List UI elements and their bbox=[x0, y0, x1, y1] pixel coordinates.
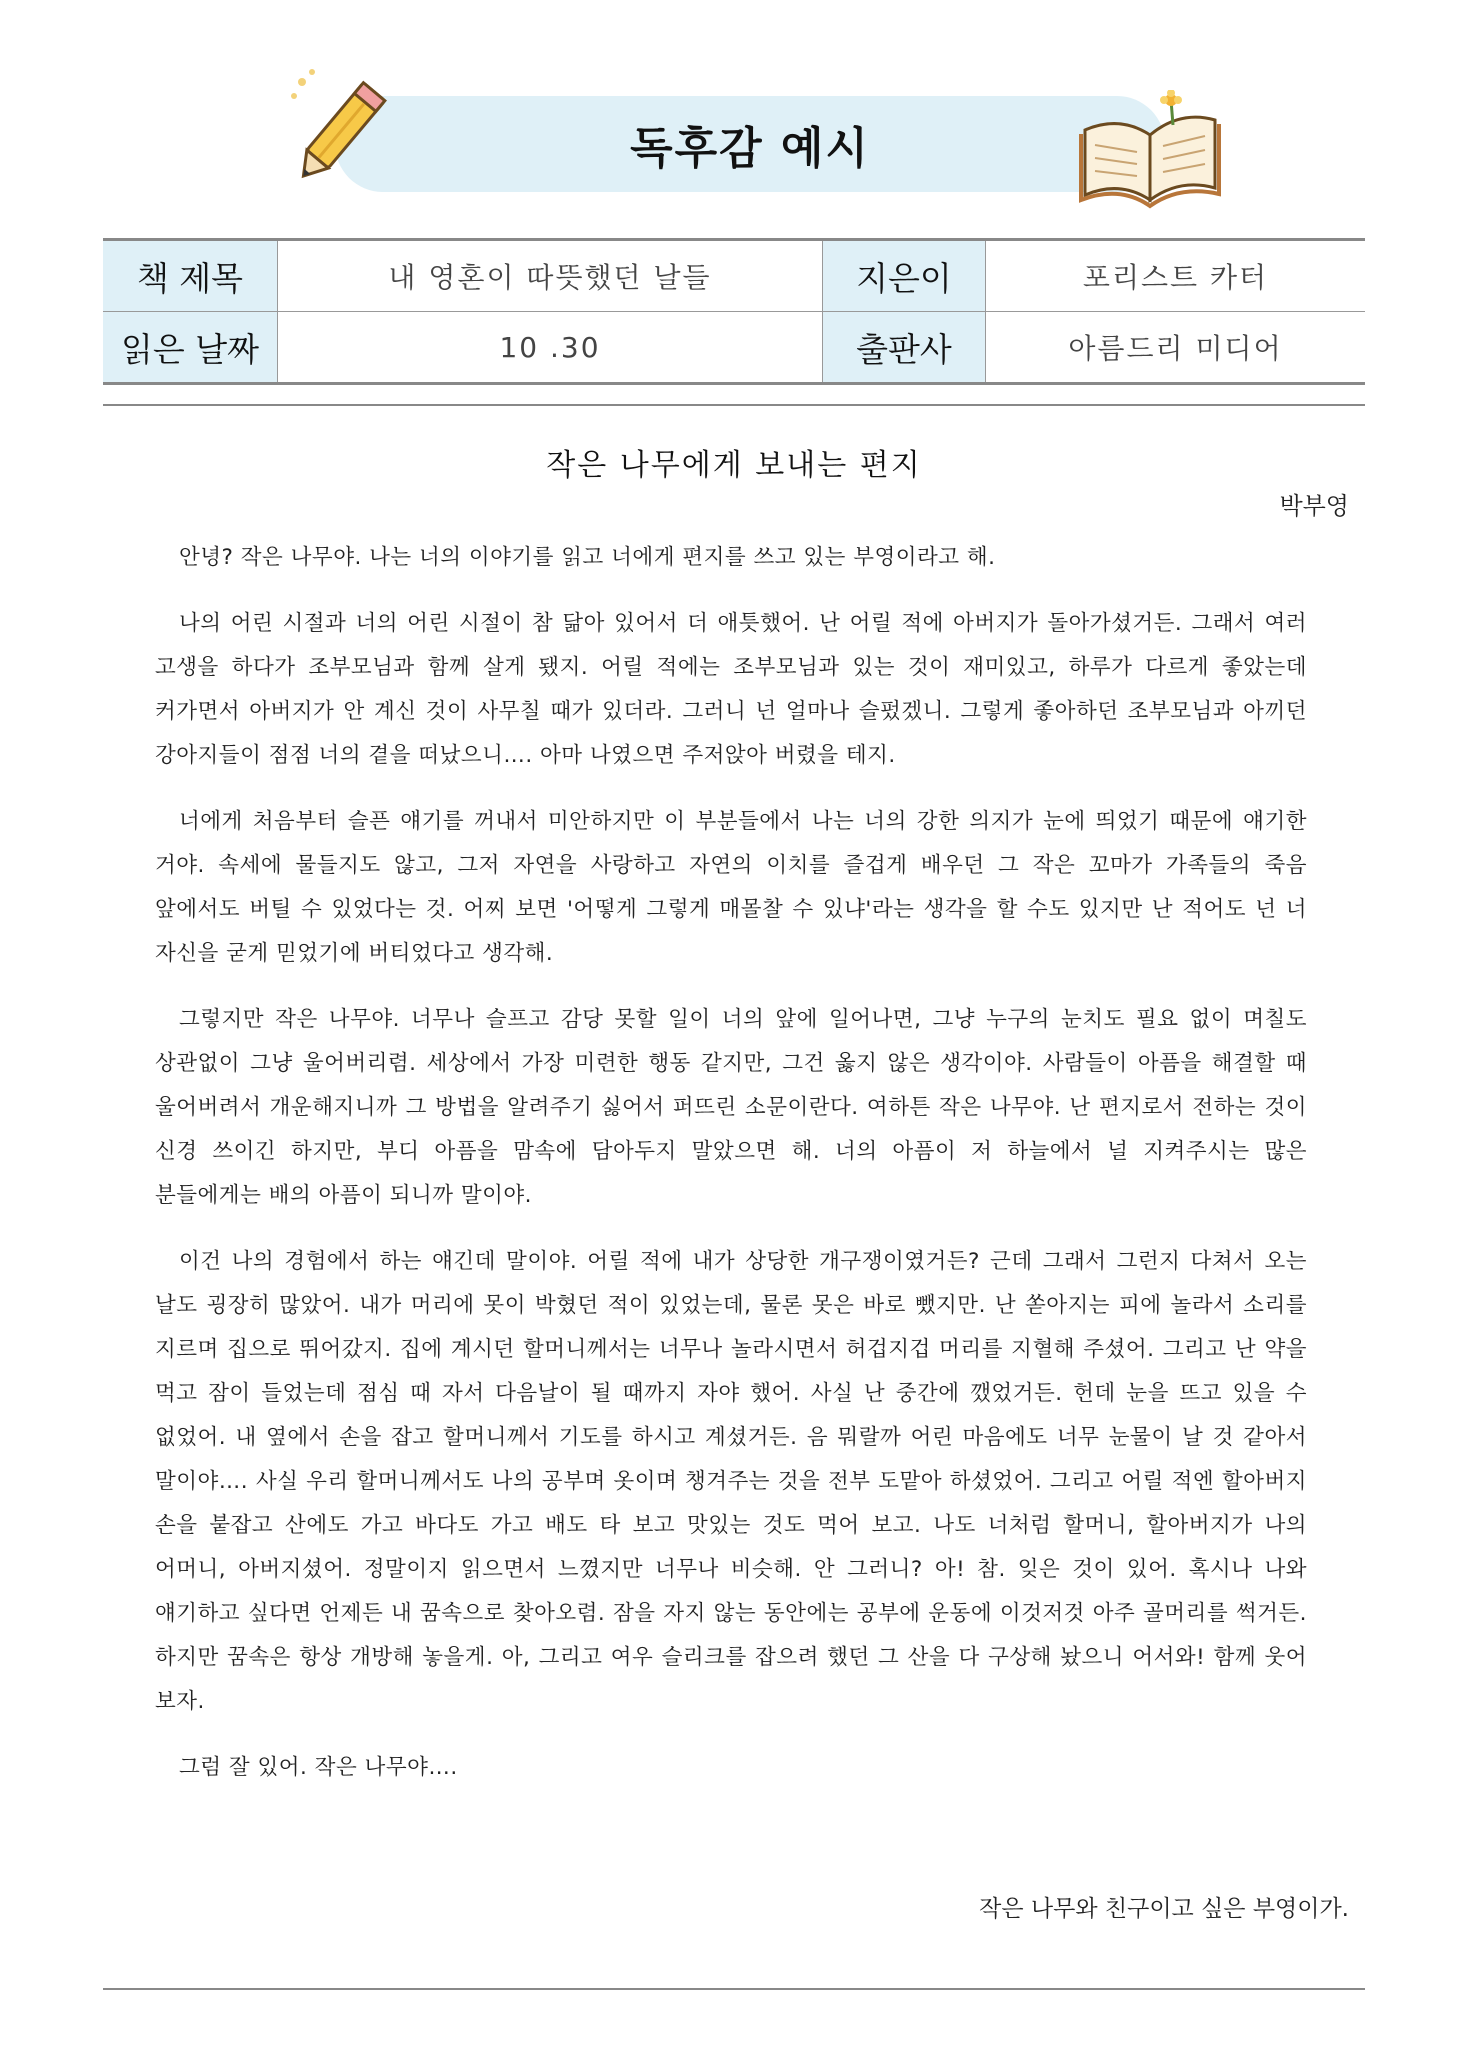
letter-body bbox=[155, 536, 1307, 1812]
page-title: 독후감 예시 bbox=[630, 123, 870, 174]
divider-bottom bbox=[103, 1988, 1365, 1990]
publisher-label: 출판사 bbox=[823, 312, 986, 384]
letter-writer: 박부영 bbox=[1279, 492, 1349, 520]
paragraph: 안녕? 작은 나무야. 나는 너의 이야기를 읽고 너에게 편지를 쓰고 있는 부영이라고 해. bbox=[179, 545, 996, 570]
publisher-value: 아름드리 미디어 bbox=[1068, 332, 1283, 365]
open-book-icon bbox=[1075, 90, 1225, 210]
paragraph: 나의 어린 시절과 너의 어린 시절이 참 닮아 있어서 더 애틋했어. 난 어릴 적에 아버지가 돌아가셨거든. 그래서 여러 고생을 하다가 조부모님과 함께 살게 됐지. 어릴 적에는 조부모님과 있는 것이 재미있고, 하루가 다르게 좋았는데 커가면서 아버지가 안 계신 것이 사무칠 때가 있더라. 그러니 넌 얼마나 슬펐겠니. 그렇게 좋아하던 조부모님과 아끼던 강아지들이 점점 너의 곁을 떠났으니…. 아마 나였으면 주저앉아 버렸을 테지. bbox=[155, 611, 1307, 768]
book-title-value: 내 영혼이 따뜻했던 날들 bbox=[278, 240, 823, 312]
divider-top bbox=[103, 404, 1365, 406]
book-info-table bbox=[103, 238, 1365, 385]
letter-title: 작은 나무에게 보내는 편지 bbox=[546, 448, 922, 483]
paragraph: 그럼 잘 있어. 작은 나무야…. bbox=[179, 1755, 458, 1780]
author-label: 지은이 bbox=[823, 240, 986, 312]
letter-signature: 작은 나무와 친구이고 싶은 부영이가. bbox=[979, 1896, 1349, 1922]
book-title-label: 책 제목 bbox=[103, 240, 278, 312]
paragraph: 너에게 처음부터 슬픈 얘기를 꺼내서 미안하지만 이 부분들에서 나는 너의 강한 의지가 눈에 띄었기 때문에 얘기한 거야. 속세에 물들지도 않고, 그저 자연을 사랑하고 자연의 이치를 즐겁게 배우던 그 작은 꼬마가 가족들의 죽음 앞에서도 버틸 수 있었다는 것. 어찌 보면 '어떻게 그렇게 매몰찰 수 있냐'라는 생각을 할 수도 있지만 난 적어도 넌 너 자신을 굳게 믿었기에 버티었다고 생각해. bbox=[155, 809, 1307, 966]
pencil-icon bbox=[272, 60, 412, 200]
read-date-value: 10 .30 bbox=[278, 312, 823, 384]
paragraph: 이건 나의 경험에서 하는 얘긴데 말이야. 어릴 적에 내가 상당한 개구쟁이였거든? 근데 그래서 그런지 다쳐서 오는 날도 굉장히 많았어. 내가 머리에 못이 박혔던 적이 있었는데, 물론 못은 바로 뺐지만. 난 쏟아지는 피에 놀라서 소리를 지르며 집으로 뛰어갔지. 집에 계시던 할머니께서는 너무나 놀라시면서 허겁지겁 머리를 지혈해 주셨어. 그리고 난 약을 먹고 잠이 들었는데 점심 때 자서 다음날이 될 때까지 자야 했어. 사실 난 중간에 깼었거든. 헌데 눈을 뜨고 있을 수 없었어. 내 옆에서 손을 잡고 할머니께서 기도를 하시고 계셨거든. 음 뭐랄까 어린 마음에도 너무 눈물이 날 것 같아서 말이야…. 사실 우리 할머니께서도 나의 공부며 옷이며 챙겨주는 것을 전부 도맡아 하셨었어. 그리고 어릴 적엔 할아버지 손을 붙잡고 산에도 가고 바다도 가고 배도 타 보고 맛있는 것도 먹어 보고. 나도 너처럼 할머니, 할아버지가 나의 어머니, 아버지셨어. 정말이지 읽으면서 느꼈지만 너무나 비슷해. 안 그러니? 아! 참. 잊은 것이 있어. 혹시나 나와 얘기하고 싶다면 언제든 내 꿈속으로 찾아오렴. 잠을 자지 않는 동안에는 공부에 운동에 이것저것 아주 골머리를 썩거든. 하지만 꿈속은 항상 개방해 놓을게. 아, 그리고 여우 슬리크를 잡으려 했던 그 산을 다 구상해 놨으니 어서와! 함께 웃어 보자. bbox=[155, 1249, 1307, 1714]
author-value: 포리스트 카터 bbox=[986, 240, 1366, 312]
read-date-label: 읽은 날짜 bbox=[103, 312, 278, 384]
paragraph: 그렇지만 작은 나무야. 너무나 슬프고 감당 못할 일이 너의 앞에 일어나면, 그냥 누구의 눈치도 필요 없이 며칠도 상관없이 그냥 울어버리렴. 세상에서 가장 미련한 행동 같지만, 그건 옳지 않은 생각이야. 사람들이 아픔을 해결할 때 울어버려서 개운해지니까 그 방법을 알려주기 싫어서 퍼뜨린 소문이란다. 여하튼 작은 나무야. 난 편지로서 전하는 것이 신경 쓰이긴 하지만, 부디 아픔을 맘속에 담아두지 말았으면 해. 너의 아픔이 저 하늘에서 널 지켜주시는 많은 분들에게는 배의 아픔이 되니까 말이야. bbox=[155, 1007, 1307, 1208]
